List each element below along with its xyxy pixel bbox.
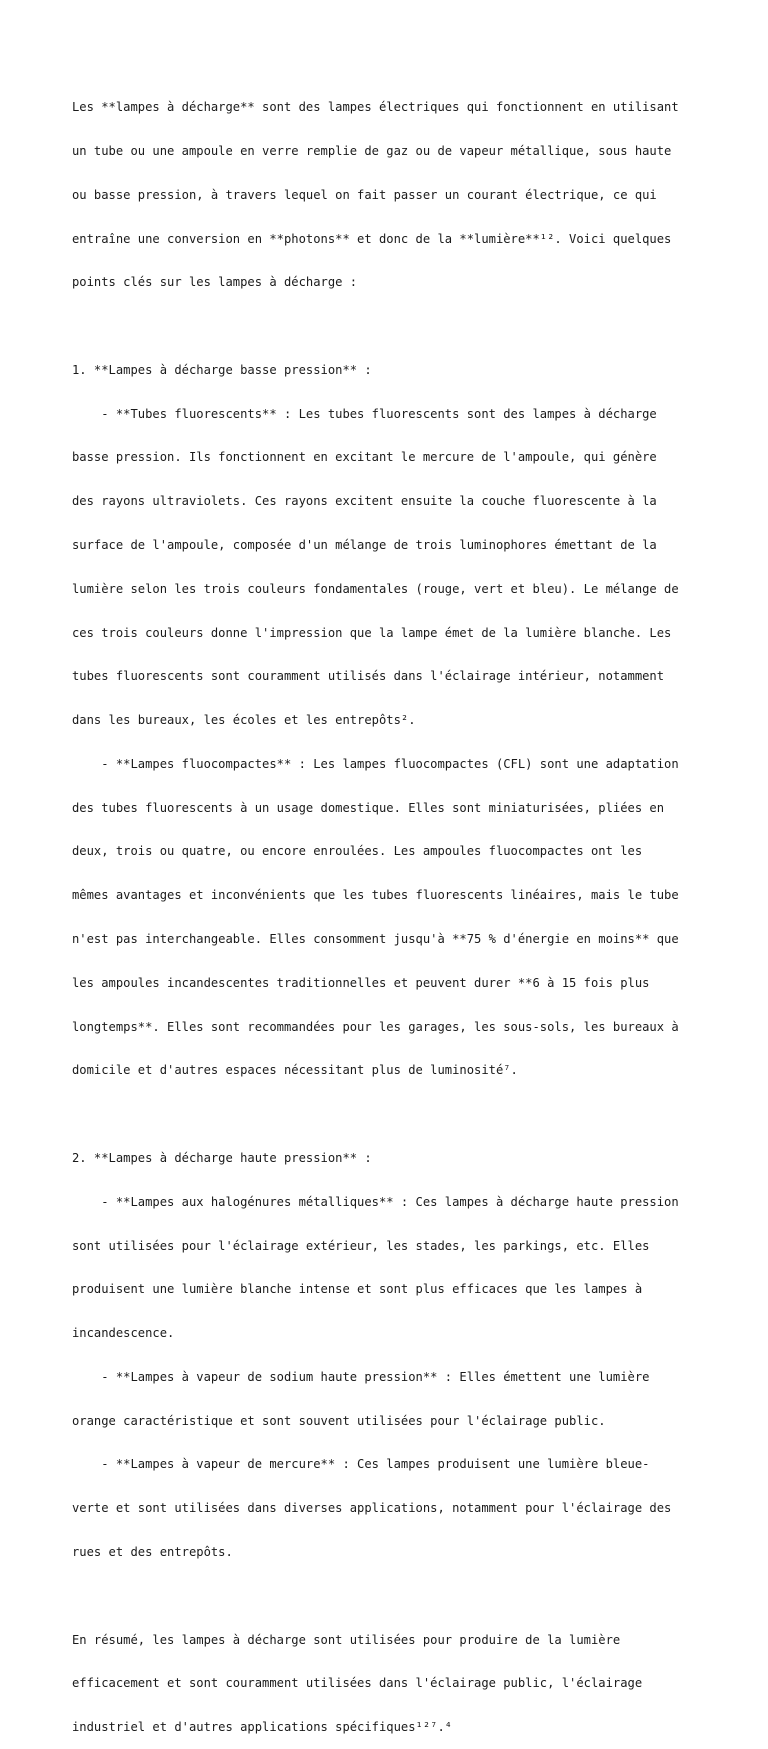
summary-line-2: efficacement et sont couramment utilisées dans l'éclairage public, l'éclairage: [72, 1676, 643, 1691]
section-1-item-1-line-6: ces trois couleurs donne l'impression que la lampe émet de la lumière blanche. Les: [72, 625, 672, 640]
intro-line-2: un tube ou une ampoule en verre remplie de gaz ou de vapeur métallique, sous haute: [72, 143, 672, 158]
section-2-item-1-line-1: - **Lampes aux halogénures métalliques** : Ces lampes à décharge haute pression: [72, 1194, 679, 1209]
intro-line-1: Les **lampes à décharge** sont des lampes électriques qui fonctionnent en utilisant: [72, 100, 679, 115]
section-1-item-1-line-1: - **Tubes fluorescents** : Les tubes fluorescents sont des lampes à décharge: [72, 406, 657, 421]
blank-line: [72, 1107, 712, 1122]
summary-line-3: industriel et d'autres applications spécifiques¹²⁷.⁴: [72, 1720, 453, 1735]
section-1-item-2-line-6: les ampoules incandescentes traditionnelles et peuvent durer **6 à 15 fois plus: [72, 975, 650, 990]
section-1-item-1-line-5: lumière selon les trois couleurs fondamentales (rouge, vert et bleu). Le mélange de: [72, 581, 679, 596]
section-1-item-2-line-2: des tubes fluorescents à un usage domestique. Elles sont miniaturisées, pliées en: [72, 800, 665, 815]
summary-line-1: En résumé, les lampes à décharge sont utilisées pour produire de la lumière: [72, 1632, 621, 1647]
section-2-heading: 2. **Lampes à décharge haute pression** :: [72, 1150, 372, 1165]
section-2-item-1-line-3: produisent une lumière blanche intense et sont plus efficaces que les lampes à: [72, 1282, 643, 1297]
section-1-item-2-line-7: longtemps**. Elles sont recommandées pour les garages, les sous-sols, les bureaux à: [72, 1019, 679, 1034]
section-2-item-1-line-4: incandescence.: [72, 1326, 175, 1341]
section-1-item-1-line-7: tubes fluorescents sont couramment utilisés dans l'éclairage intérieur, notamment: [72, 669, 665, 684]
section-2-item-1-line-2: sont utilisées pour l'éclairage extérieur, les stades, les parkings, etc. Elles: [72, 1238, 650, 1253]
section-1-item-1-line-4: surface de l'ampoule, composée d'un mélange de trois luminophores émettant de la: [72, 538, 657, 552]
section-2-item-2-line-2: orange caractéristique et sont souvent utilisées pour l'éclairage public.: [72, 1413, 606, 1428]
intro-line-4: entraîne une conversion en **photons** et donc de la **lumière**¹². Voici quelques: [72, 231, 672, 246]
section-1-item-1-line-2: basse pression. Ils fonctionnent en excitant le mercure de l'ampoule, qui génère: [72, 450, 657, 465]
section-2-item-3-line-2: verte et sont utilisées dans diverses applications, notamment pour l'éclairage des: [72, 1501, 672, 1516]
section-1-heading: 1. **Lampes à décharge basse pression** :: [72, 362, 372, 377]
section-1-item-2-line-3: deux, trois ou quatre, ou encore enroulées. Les ampoules fluocompactes ont les: [72, 844, 643, 859]
blank-line: [72, 1589, 712, 1604]
section-2-item-3-line-3: rues et des entrepôts.: [72, 1544, 233, 1559]
blank-line: [72, 319, 712, 334]
intro-line-5: points clés sur les lampes à décharge :: [72, 275, 358, 290]
document-body: [72, 71, 712, 1749]
section-1-item-2-line-5: n'est pas interchangeable. Elles consomment jusqu'à **75 % d'énergie en moins** que: [72, 932, 679, 947]
section-1-item-2-line-8: domicile et d'autres espaces nécessitant plus de luminosité⁷.: [72, 1063, 518, 1078]
section-1-item-2-line-4: mêmes avantages et inconvénients que les tubes fluorescents linéaires, mais le tube: [72, 888, 679, 903]
section-1-item-1-line-3: des rayons ultraviolets. Ces rayons excitent ensuite la couche fluorescente à la: [72, 494, 657, 509]
section-1-item-2-line-1: - **Lampes fluocompactes** : Les lampes fluocompactes (CFL) sont une adaptation: [72, 756, 679, 771]
section-1-item-1-line-8: dans les bureaux, les écoles et les entrepôts².: [72, 713, 416, 728]
intro-line-3: ou basse pression, à travers lequel on fait passer un courant électrique, ce qui: [72, 187, 657, 202]
section-2-item-3-line-1: - **Lampes à vapeur de mercure** : Ces lampes produisent une lumière bleue-: [72, 1457, 650, 1472]
section-2-item-2-line-1: - **Lampes à vapeur de sodium haute pression** : Elles émettent une lumière: [72, 1369, 650, 1384]
